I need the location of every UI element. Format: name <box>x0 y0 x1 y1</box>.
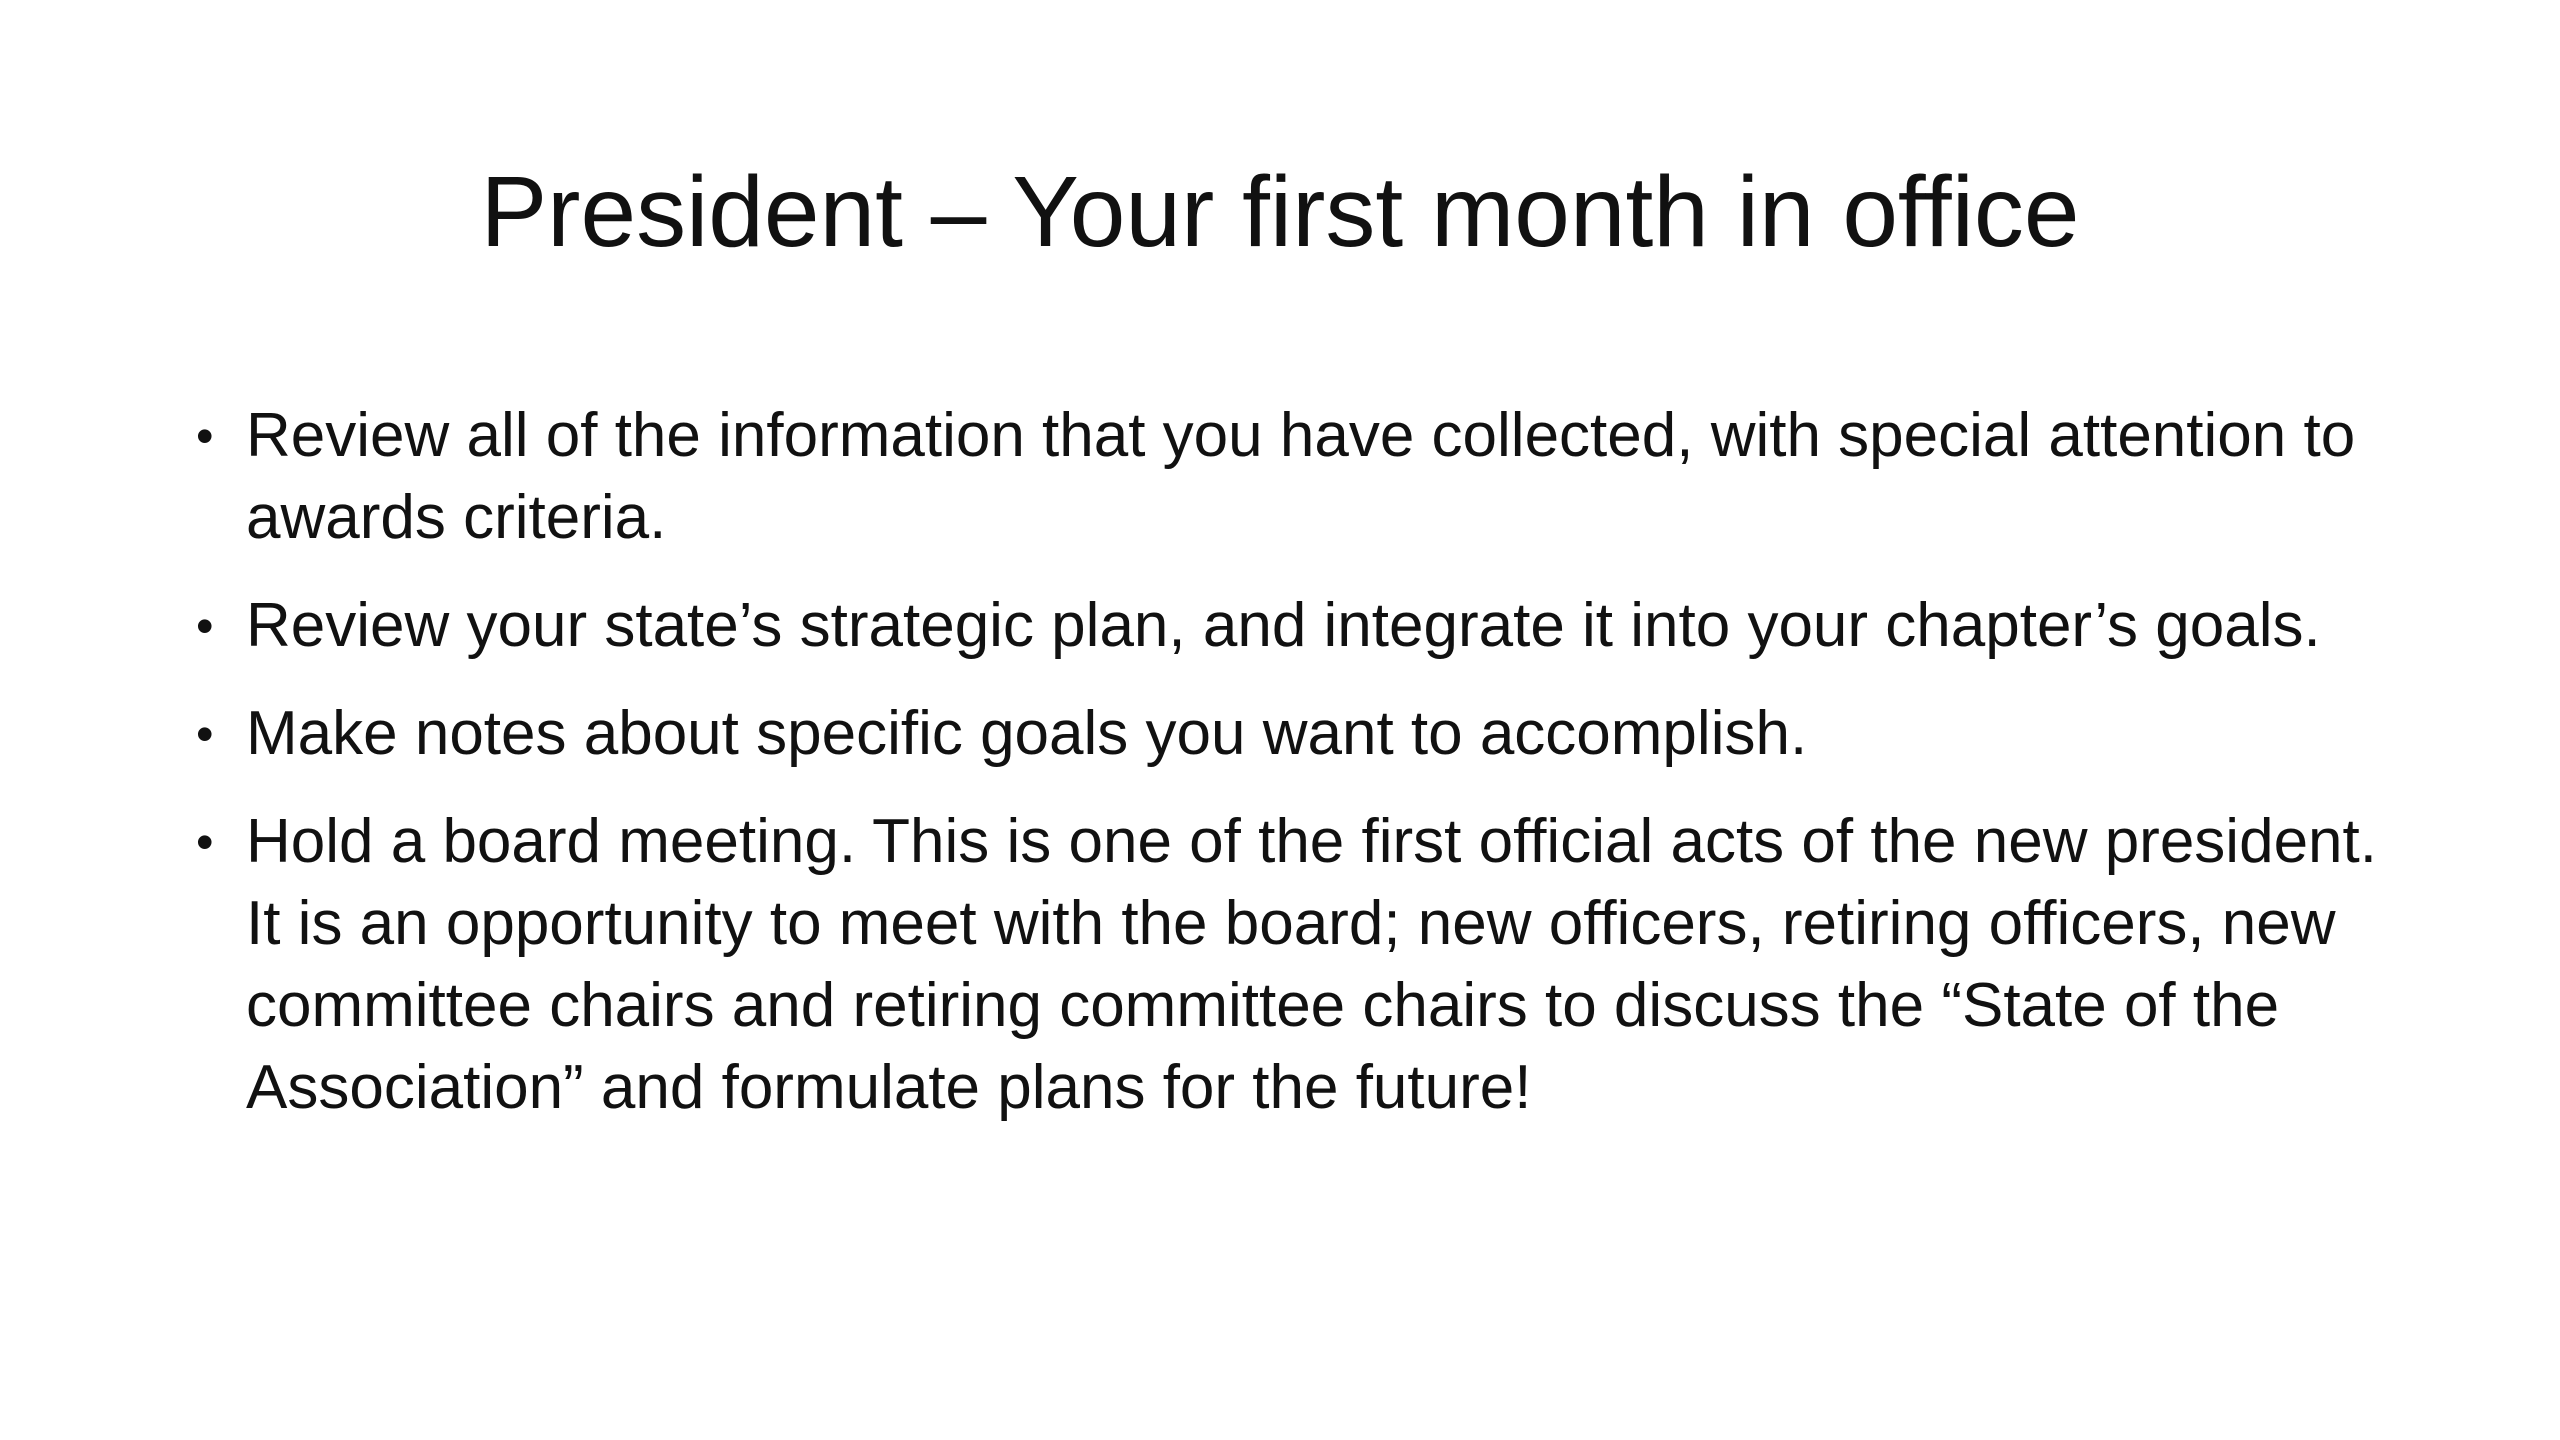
bullet-text: Review all of the information that you have collected, with special attention to awards criteria. <box>246 401 2356 552</box>
bullet-text: Make notes about specific goals you want to accomplish. <box>246 699 1808 768</box>
bullet-text: Hold a board meeting. This is one of the first official acts of the new president. It is an opportunity to meet with the board; new officers, retiring officers, new committee chairs and retiring committee chairs to discuss the “State of the Association” and formulate plans for the future! <box>246 807 2377 1122</box>
bullet-item <box>190 693 2400 775</box>
bullet-marker: • <box>196 598 214 654</box>
slide-title: President – Your first month in office <box>480 156 2080 268</box>
bullet-list <box>190 395 2400 1155</box>
bullet-item <box>190 395 2400 559</box>
bullet-marker: • <box>196 814 214 870</box>
bullet-item <box>190 585 2400 667</box>
bullet-item <box>190 801 2400 1129</box>
bullet-text: Review your state’s strategic plan, and integrate it into your chapter’s goals. <box>246 591 2321 660</box>
bullet-marker: • <box>196 408 214 464</box>
bullet-marker: • <box>196 706 214 762</box>
